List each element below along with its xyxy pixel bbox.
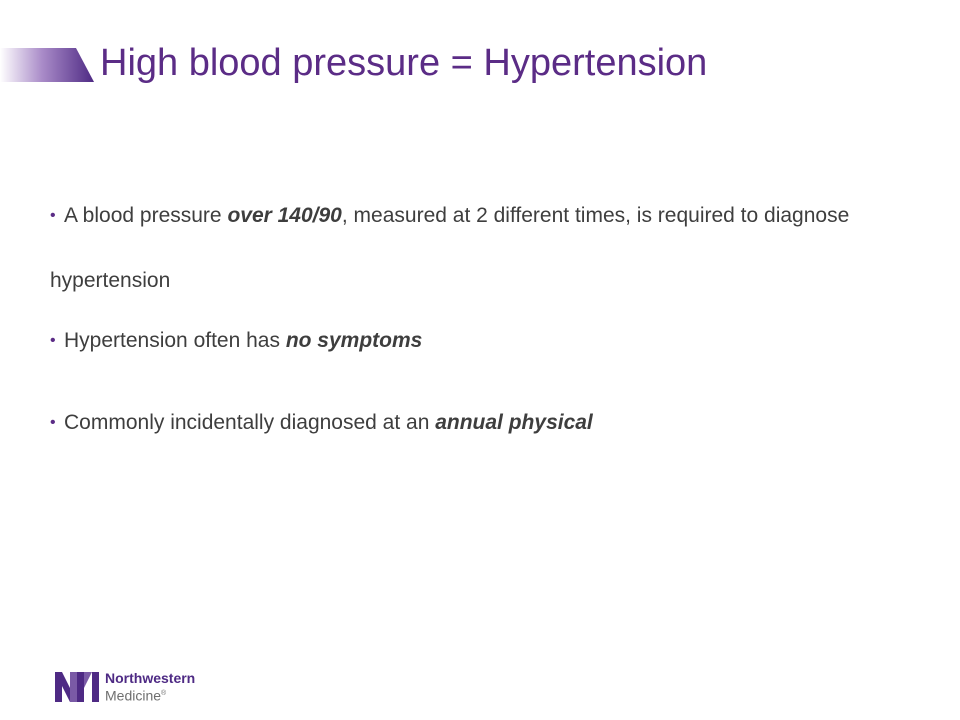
northwestern-medicine-logo (55, 670, 195, 704)
logo-wordmark (105, 671, 195, 704)
logo-line-2 (105, 686, 195, 704)
bullet-dot: • (50, 414, 56, 431)
slide-title: High blood pressure = Hypertension (100, 42, 708, 84)
bullet-emphasis: no symptoms (285, 329, 423, 352)
bullet-list (50, 183, 910, 477)
logo-line-1: Northwestern (105, 669, 196, 686)
bullet-text: , measured at 2 different times, is required to diagnose hypertension (50, 204, 850, 292)
bullet-emphasis: annual physical (435, 411, 593, 434)
bullet-item (50, 183, 910, 313)
bullet-dot: • (50, 207, 56, 224)
title-accent-band (0, 48, 94, 82)
bullet-item (50, 313, 910, 368)
bullet-emphasis: over 140/90 (227, 204, 342, 227)
logo-line-2-text: Medicine (105, 687, 162, 704)
bullet-text: Hypertension often has (64, 329, 286, 352)
bullet-text: Commonly incidentally diagnosed at an (64, 411, 436, 434)
bullet-item (50, 395, 910, 450)
bullet-dot: • (50, 332, 56, 349)
bullet-text: A blood pressure (64, 204, 228, 227)
nm-monogram-icon (55, 672, 99, 702)
registered-mark: ® (161, 689, 167, 697)
